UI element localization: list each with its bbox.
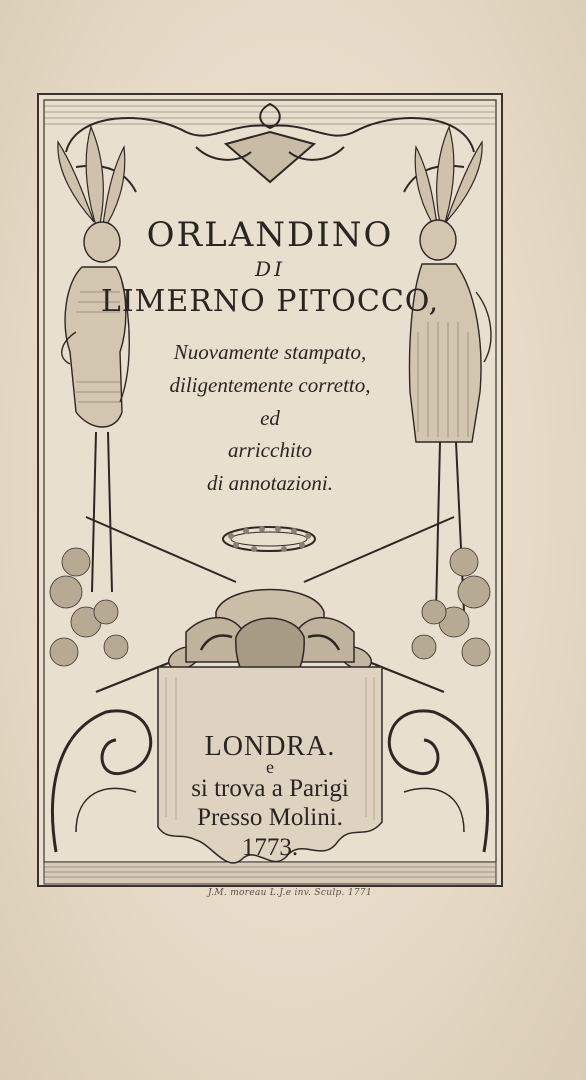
subtitle-line-2: diligentemente corretto, <box>169 373 371 397</box>
subtitle-line-5: di annotazioni. <box>206 471 333 495</box>
book-title: ORLANDINO <box>146 215 394 255</box>
imprint-year: 1773. <box>241 834 299 861</box>
imprint-publisher: Presso Molini. <box>197 804 343 831</box>
imprint-conjunction: e <box>266 757 274 777</box>
imprint-city: LONDRA. <box>204 731 336 762</box>
engraved-plate <box>36 92 504 888</box>
author-name: LIMERNO PITOCCO, <box>100 284 440 319</box>
subtitle-line-4: arricchito <box>228 438 312 462</box>
subtitle-line-3: ed <box>260 406 280 430</box>
title-preposition: DI <box>255 257 285 281</box>
imprint-place: si trova a Parigi <box>191 775 349 802</box>
subtitle-line-1: Nuovamente stampato, <box>173 340 367 364</box>
engraver-signature: J.M. moreau L.J.e inv. Sculp. 1771 <box>208 888 372 898</box>
